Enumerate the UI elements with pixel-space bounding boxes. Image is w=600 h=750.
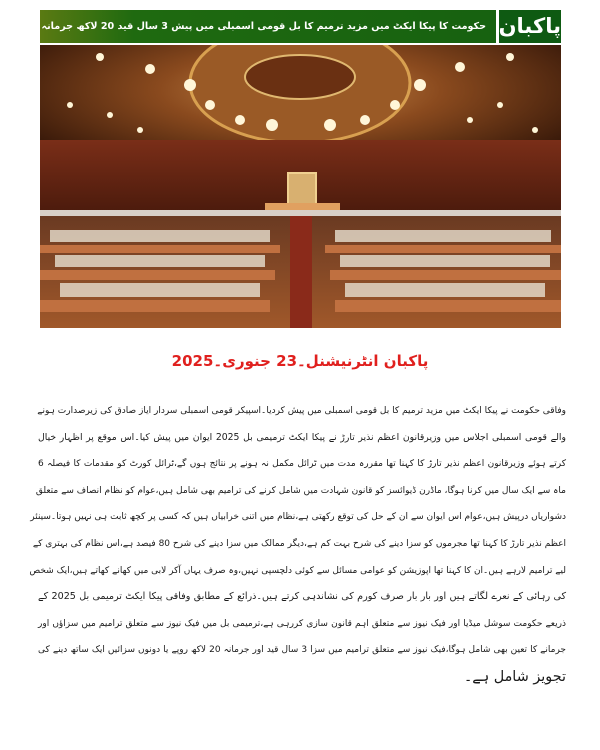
article-line: ماہ سے ایک سال میں کرنا ہوگا، ماڈرن ڈیوائسز کو قانون شہادت میں شامل کرنے کی ترامیم بھی شامل ہیں،عوام کو نظام انصاف سے متعلق [35,485,566,496]
article-line: کی رہائی کے نعرے لگاتے ہیں اور بار بار صرف کورم کی نشاندہی کرتے ہیں۔ذرائع کے مطابق وفاقی پیکا ایکٹ ترمیمی بل 2025 کے [38,591,567,603]
article-line: والے قومی اسمبلی اجلاس میں وزیرقانون اعظم نذیر تارڑ نے پیکا ایکٹ ترمیمی بل 2025 ایوان میں پیش کیا۔اس موقع پر اظہار خیال [38,431,566,443]
article-line: دشواریاں درپیش ہیں،عوام اس ایوان سے ان کے حل کی توقع رکھتی ہے،نظام میں اتنی خرابیاں ہیں کہ کسی پر کچھ ثابت ہی نہیں ہوتا۔سینئر [30,512,566,523]
assembly-photo-illustration [40,45,561,328]
article-line: وفاقی حکومت نے پیکا ایکٹ میں مزید ترمیم کا بل قومی اسمبلی میں پیش کردیا۔اسپیکر قومی اسمبلی سردار ایاز صادق کی زیرصدارت ہونے [37,406,566,416]
center-aisle [290,216,312,328]
gallery-rail [40,210,561,216]
article-line: جرمانے کا تعین بھی شامل ہوگا،فیک نیوز سے متعلق ترامیم میں سزا 3 سال قید اور جرمانہ 20 لاکھ روپے یا دونوں سزائیں ایک ساتھ دینے کی [38,645,566,656]
article-line: ذریعے حکومت سوشل میڈیا اور فیک نیوز سے متعلق اہم قانون سازی کررہی ہے،ترمیمی بل میں فیک نیوز سے متعلق ترامیم میں سزاؤں اور [38,618,566,629]
article-body [29,398,567,691]
news-header-band [40,10,561,43]
article-line: کرتے ہوئے وزیرقانون اعظم نذیر تارڑ کا کہنا تھا مقررہ مدت میں ٹرائل مکمل نہ ہونے پر نتائج ہوں گے،ٹرائل کورٹ کو مقدمات کا فیصلہ 6 [38,459,566,470]
headline: حکومت کا پیکا ایکٹ میں مزید ترمیم کا بل قومی اسمبلی میں پیش 3 سال قید 20 لاکھ جرمانہ [41,21,486,32]
assembly-photo [40,45,561,328]
article-line: لیے ترامیم لارہے ہیں۔ان کا کہنا تھا اپوزیشن کو عوامی مسائل سے کوئی دلچسپی نہیں،وہ صرف یہاں آکر لابی میں کھانے کھاتے ہیں،ایک شخص [29,565,566,576]
article-line: تجویز شامل ہے۔ [463,668,566,685]
portrait-frame [288,173,316,205]
dome-center [245,55,355,99]
brand-logo: پاکبان [499,10,561,43]
byline: پاکبان انٹرنیشنل۔23 جنوری۔2025 [171,352,429,370]
article-line: اعظم نذیر تارڑ کا کہنا تھا مجرموں کو سزا دینے کی شرح بہت کم ہے،دیگر ممالک میں سزا دینے کی شرح 80 فیصد ہے،اس نظام کی بہتری کے [32,538,566,549]
